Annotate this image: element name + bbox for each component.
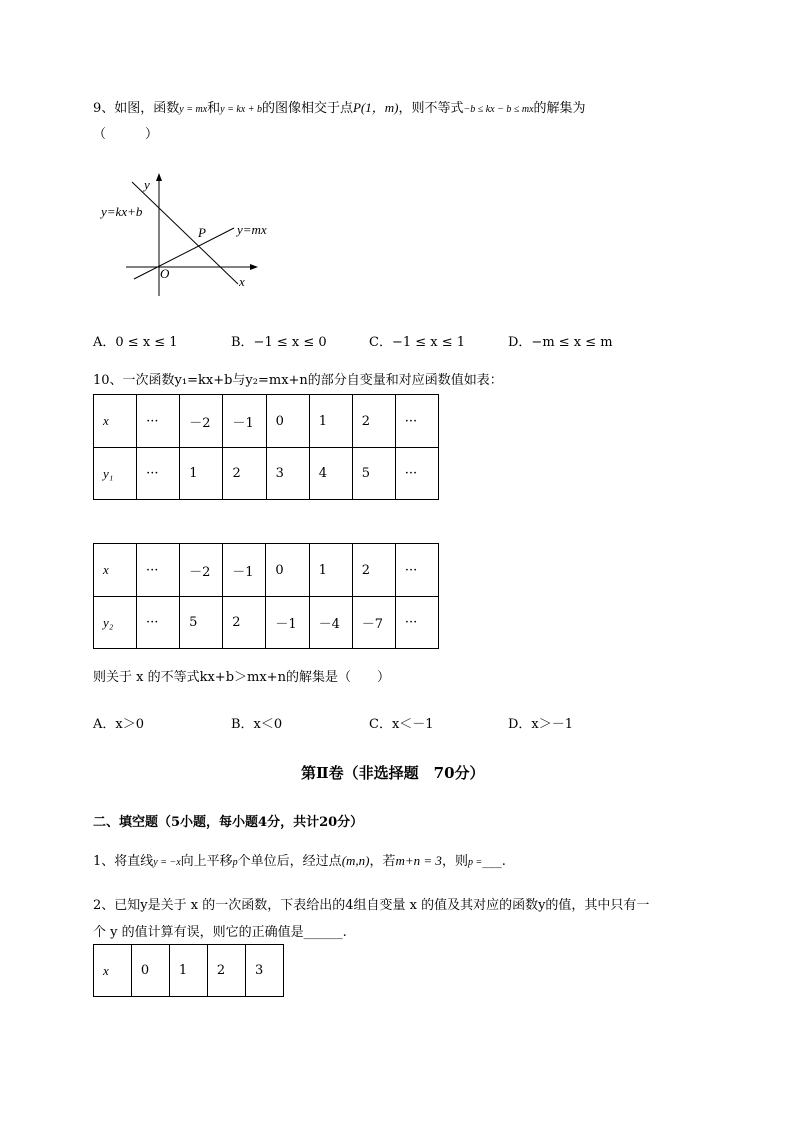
- table-cell: －4: [309, 597, 352, 649]
- table-cell: 2: [223, 597, 266, 649]
- fill2-table: [93, 944, 284, 997]
- table-cell: 1: [180, 448, 223, 500]
- q10-option-c[interactable]: C．x＜－1: [369, 717, 434, 732]
- fill1-text-e: ，则: [441, 854, 468, 869]
- table-row: [94, 448, 439, 500]
- fill1-condition: m+n = 3: [395, 853, 442, 868]
- table-cell: ···: [137, 544, 180, 597]
- q9-option-d[interactable]: D．−m ≤ x ≤ m: [508, 335, 613, 350]
- table-cell: －1: [223, 544, 266, 597]
- table-cell: ···: [395, 597, 438, 649]
- fill1-point: (m,n): [341, 853, 370, 868]
- table-cell: x: [94, 544, 137, 597]
- fill1-text-d: ，若: [369, 854, 396, 869]
- table-cell: 2: [352, 544, 395, 597]
- q9-prefix: 9、如图，函数: [93, 101, 180, 116]
- table-cell: ···: [137, 395, 180, 448]
- q9-and: 和: [207, 101, 221, 116]
- fill1-func: y = −x: [153, 857, 181, 868]
- fill1-answer-var: p =: [467, 857, 483, 868]
- table-cell: 1: [169, 945, 207, 997]
- table-cell: ···: [395, 395, 438, 448]
- fill1-text-b: 向上平移: [180, 854, 233, 869]
- fill1-text-a: 1、将直线: [93, 854, 154, 869]
- fill1-stem: [93, 852, 506, 872]
- table-row: [94, 544, 439, 597]
- line-kx-plus-b-label: y=kx+b: [101, 204, 143, 219]
- part2-title: 第Ⅱ卷（非选择题 70分）: [301, 764, 485, 782]
- fill1-text-c: 个单位后，经过点: [237, 854, 342, 869]
- q9-func2: y = kx + b: [220, 104, 262, 115]
- table-cell: 5: [180, 597, 223, 649]
- table-row: [94, 395, 439, 448]
- y-axis-arrow: [156, 173, 162, 181]
- q9-suffix: 的解集为: [533, 101, 586, 116]
- x-axis-arrow: [250, 264, 258, 270]
- q10-stem: 10、一次函数y₁=kx+b与y₂=mx+n的部分自变量和对应函数值如表：: [93, 373, 503, 388]
- table-cell: ···: [395, 448, 438, 500]
- line-mx-label: y=mx: [237, 222, 267, 237]
- q9-then: ，则不等式: [398, 101, 464, 116]
- table-cell: ···: [137, 597, 180, 649]
- table-cell: －2: [180, 544, 223, 597]
- fill2-line1: 2、已知y是关于 x 的一次函数，下表给出的4组自变量 x 的值及其对应的函数y的值，其中只有一: [93, 898, 650, 913]
- q10-option-d[interactable]: D．x＞－1: [508, 717, 574, 732]
- fill1-p: p: [232, 857, 238, 868]
- line-kx-plus-b: [132, 182, 238, 284]
- table-cell: x: [94, 945, 132, 997]
- table-row: [94, 597, 439, 649]
- q10-question: 则关于 x 的不等式kx+b＞mx+n的解集是（ ）: [93, 670, 390, 685]
- q9-option-a[interactable]: A．0 ≤ x ≤ 1: [93, 335, 178, 350]
- q10-table-y2: [93, 543, 439, 649]
- table-cell: y₂: [94, 597, 137, 649]
- table-cell: ···: [395, 544, 438, 597]
- point-p-label: P: [198, 225, 206, 240]
- table-cell: 2: [207, 945, 245, 997]
- q10-option-b[interactable]: B．x＜0: [231, 717, 283, 732]
- table-cell: －1: [266, 597, 309, 649]
- table-cell: 1: [309, 395, 352, 448]
- table-cell: 4: [309, 448, 352, 500]
- table-cell: y₁: [94, 448, 137, 500]
- table-cell: －2: [180, 395, 223, 448]
- table-cell: 2: [223, 448, 266, 500]
- table-cell: 0: [266, 544, 309, 597]
- table-cell: ···: [137, 448, 180, 500]
- table-cell: 3: [245, 945, 283, 997]
- section2-title: 二、填空题（5小题，每小题4分，共计20分）: [93, 815, 364, 830]
- table-cell: 0: [131, 945, 169, 997]
- q9-stem: [93, 99, 586, 119]
- q9-inequality: −b ≤ kx − b ≤ mx: [463, 104, 534, 115]
- table-cell: x: [94, 395, 137, 448]
- fill2-line2: 个 y 的值计算有误，则它的正确值是______.: [93, 925, 347, 940]
- q9-answer-paren: （ ）: [93, 127, 159, 142]
- q9-middle: 的图像相交于点: [261, 101, 353, 116]
- line-mx: [134, 228, 234, 279]
- origin-label: O: [160, 266, 170, 281]
- q9-func1: y = mx: [179, 104, 208, 115]
- q9-point: P(1，m): [352, 100, 399, 115]
- y-axis-label: y: [144, 177, 150, 192]
- fill1-blank: ___.: [482, 854, 506, 869]
- table-cell: 1: [309, 544, 352, 597]
- q10-table-y1: [93, 394, 439, 500]
- q9-option-c[interactable]: C．−1 ≤ x ≤ 1: [369, 335, 466, 350]
- table-cell: 3: [266, 448, 309, 500]
- table-cell: 0: [266, 395, 309, 448]
- table-cell: －7: [352, 597, 395, 649]
- q9-option-b[interactable]: B．−1 ≤ x ≤ 0: [231, 335, 327, 350]
- q10-option-a[interactable]: A．x＞0: [93, 717, 144, 732]
- x-axis-label: x: [239, 274, 245, 289]
- q9-graph: [96, 170, 286, 300]
- table-row: [94, 945, 284, 997]
- table-cell: －1: [223, 395, 266, 448]
- table-cell: 2: [352, 395, 395, 448]
- table-cell: 5: [352, 448, 395, 500]
